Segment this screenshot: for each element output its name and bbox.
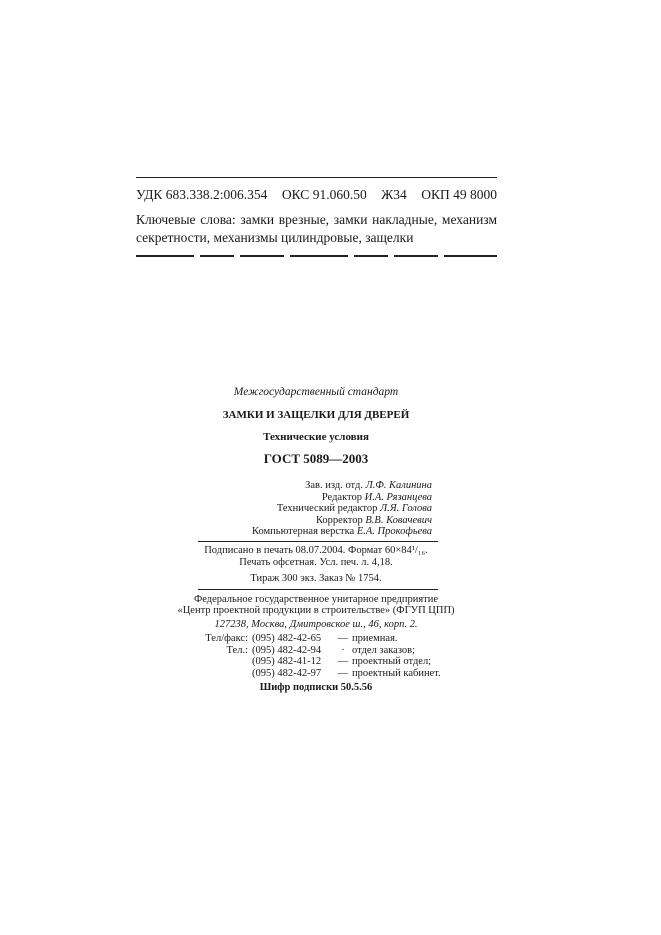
phone-row: (095) 482-42-97 — проектный кабинет. [252, 667, 441, 679]
staff-row: Редактор И.А. Рязанцева [321, 491, 432, 503]
phone-row: (095) 482-41-12 — проектный отдел; [252, 656, 432, 667]
publisher-rule [198, 589, 438, 590]
okp-code: ОКП 49 8000 [421, 187, 497, 202]
standard-subtitle: Технические условия [263, 431, 369, 443]
imprint-rule [198, 541, 438, 542]
staff-row: Компьютерная верстка Е.А. Прокофьева [252, 526, 432, 537]
phone-row: Тел.: (095) 482-42-94 · отдел заказов; [226, 644, 416, 656]
group-code: Ж34 [381, 187, 407, 202]
staff-list [212, 480, 432, 538]
publisher-address: 127238, Москва, Дмитровское ш., 46, корп. 2. [214, 619, 418, 630]
top-rule [136, 177, 497, 178]
staff-row: Корректор В.В. Ковачевич [315, 514, 432, 526]
udk-code: УДК 683.338.2:006.354 [136, 187, 268, 202]
oks-code: ОКС 91.060.50 [281, 187, 367, 202]
subscription-code: Шифр подписки 50.5.56 [259, 682, 373, 693]
print-line-1: Подписано в печать 08.07.2004. Формат 60×84¹/₁₆. [204, 545, 428, 556]
staff-row: Зав. изд. отд. Л.Ф. Калинина [305, 480, 432, 491]
dashed-rule [136, 255, 497, 257]
publisher-line-2: «Центр проектной продукции в строительстве» (ФГУП ЦПП) [177, 605, 455, 616]
standard-type: Межгосударственный стандарт [233, 386, 399, 398]
phone-list [200, 633, 441, 679]
keywords-text: Ключевые слова: замки врезные, замки накладные, механизм секретности, механизмы цилиндровые, защелки [136, 212, 497, 245]
standard-title: ЗАМКИ И ЗАЩЕЛКИ ДЛЯ ДВЕРЕЙ [222, 409, 410, 421]
print-line-3: Тираж 300 экз. Заказ № 1754. [250, 573, 382, 584]
classification-row [136, 187, 497, 203]
staff-row: Технический редактор Л.Я. Голова [276, 503, 432, 514]
print-line-2: Печать офсетная. Усл. печ. л. 4,18. [239, 557, 393, 568]
phone-row: Тел/факс: (095) 482-42-65 — приемная. [205, 633, 398, 644]
standard-designation: ГОСТ 5089—2003 [263, 451, 369, 466]
publisher-line-1: Федеральное государственное унитарное предприятие [193, 594, 439, 605]
